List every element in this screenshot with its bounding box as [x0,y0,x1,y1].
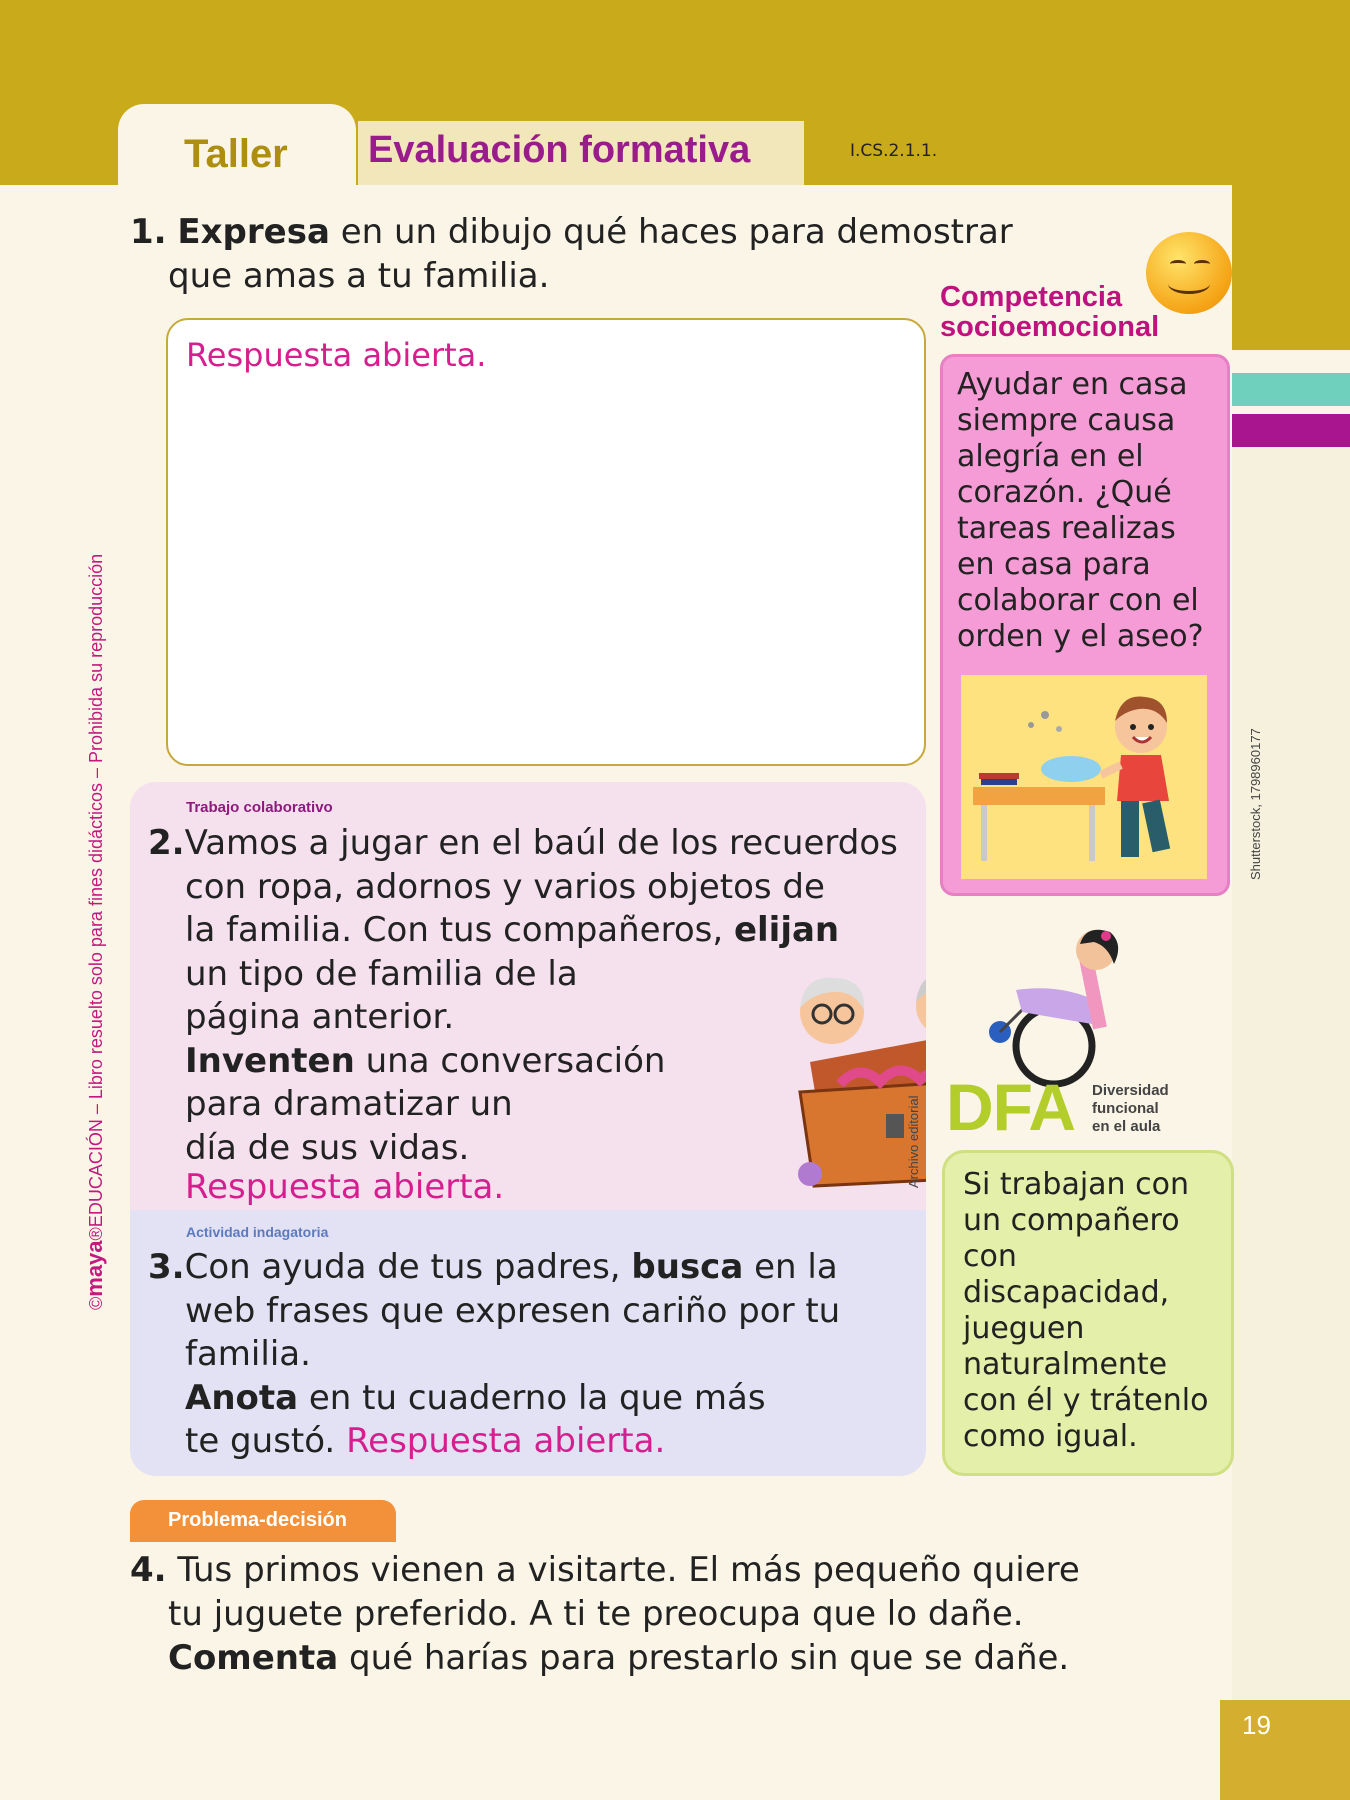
teal-stripe [1232,373,1350,406]
dfa-line: discapacidad, [963,1275,1170,1310]
question-3-section [130,1210,926,1476]
competencia-line: siempre causa [957,403,1176,438]
page-number-box [1220,1700,1350,1800]
boy-dusting-illustration [961,675,1207,879]
answer-text: Respuesta abierta. [185,1167,505,1207]
competencia-line: orden y el aseo? [957,619,1204,654]
dfa-box [942,1150,1234,1476]
problema-decision-tag: Problema-decisión [130,1500,396,1542]
competencia-line: colaborar con el [957,583,1199,618]
competencia-title: Competencia socioemocional [940,281,1160,343]
dfa-text [963,1167,1231,1455]
wheelchair-girl-illustration [976,928,1132,1088]
image-credit: Shutterstock, 1798960177 [1248,728,1263,880]
curriculum-code: I.CS.2.1.1. [850,141,938,161]
taller-tab [118,104,356,188]
question-1: 1. Expresa en un dibujo qué haces para demostrar que amas a tu familia. [130,212,1013,296]
competencia-text [957,367,1227,655]
copyright-notice: ©maya®EDUCACIÓN – Libro resuelto solo para fines didácticos – Prohibida su reproducción [82,553,107,1310]
answer-text: Respuesta abierta. [186,336,487,374]
dfa-logo: DFA [946,1070,1075,1144]
answer-text: Respuesta abierta. [346,1421,666,1461]
smiley-icon [1146,232,1232,314]
right-margin [1232,447,1350,1700]
dfa-line: naturalmente [963,1347,1168,1382]
dfa-subtitle: Diversidad funcional en el aula [1092,1082,1169,1135]
question-4: 4. Tus primos vienen a visitarte. El más pequeño quiere tu juguete preferido. A ti te preocupa que lo dañe. Comenta qué harías para prestarlo sin que se dañe. [130,1550,1080,1678]
competencia-line: en casa para [957,547,1151,582]
dfa-line: jueguen [963,1311,1085,1346]
grandparents-chest-illustration [770,962,926,1202]
evaluation-title: Evaluación formativa [368,129,751,171]
question-2: 2.Vamos a jugar en el baúl de los recuerdos con ropa, adornos y varios objetos de la familia. Con tus compañeros, elijan un tipo de familia de la página anterior. Inventen una conversación para dramatizar un día de sus vidas. [148,823,898,1168]
dfa-line: Si trabajan con [963,1167,1189,1202]
competencia-box [940,354,1230,896]
dfa-line: un compañero [963,1203,1180,1238]
right-gold-band [1232,185,1350,350]
competencia-line: tareas realizas [957,511,1176,546]
question-2-section [130,782,926,1210]
drawing-answer-box[interactable] [166,318,926,766]
question-3: 3.Con ayuda de tus padres, busca en la web frases que expresen cariño por tu familia. Anota en tu cuaderno la que más te gustó. Respuesta abierta. [148,1247,841,1461]
dfa-line: con [963,1239,1017,1274]
competencia-line: alegría en el [957,439,1144,474]
evaluation-tab [358,121,804,185]
actividad-indagatoria-tag: Actividad indagatoria [186,1224,329,1240]
activities-card [130,782,926,1476]
taller-label: Taller [184,132,288,176]
purple-stripe [1232,414,1350,447]
image-credit: Archivo editorial [906,1095,921,1188]
competencia-line: corazón. ¿Qué [957,475,1172,510]
trabajo-colaborativo-tag: Trabajo colaborativo [186,799,333,816]
question-number: 1. [130,212,167,252]
competencia-line: Ayudar en casa [957,367,1188,402]
page-number: 19 [1242,1710,1271,1740]
dfa-line: con él y trátenlo [963,1383,1209,1418]
dfa-line: como igual. [963,1419,1138,1454]
